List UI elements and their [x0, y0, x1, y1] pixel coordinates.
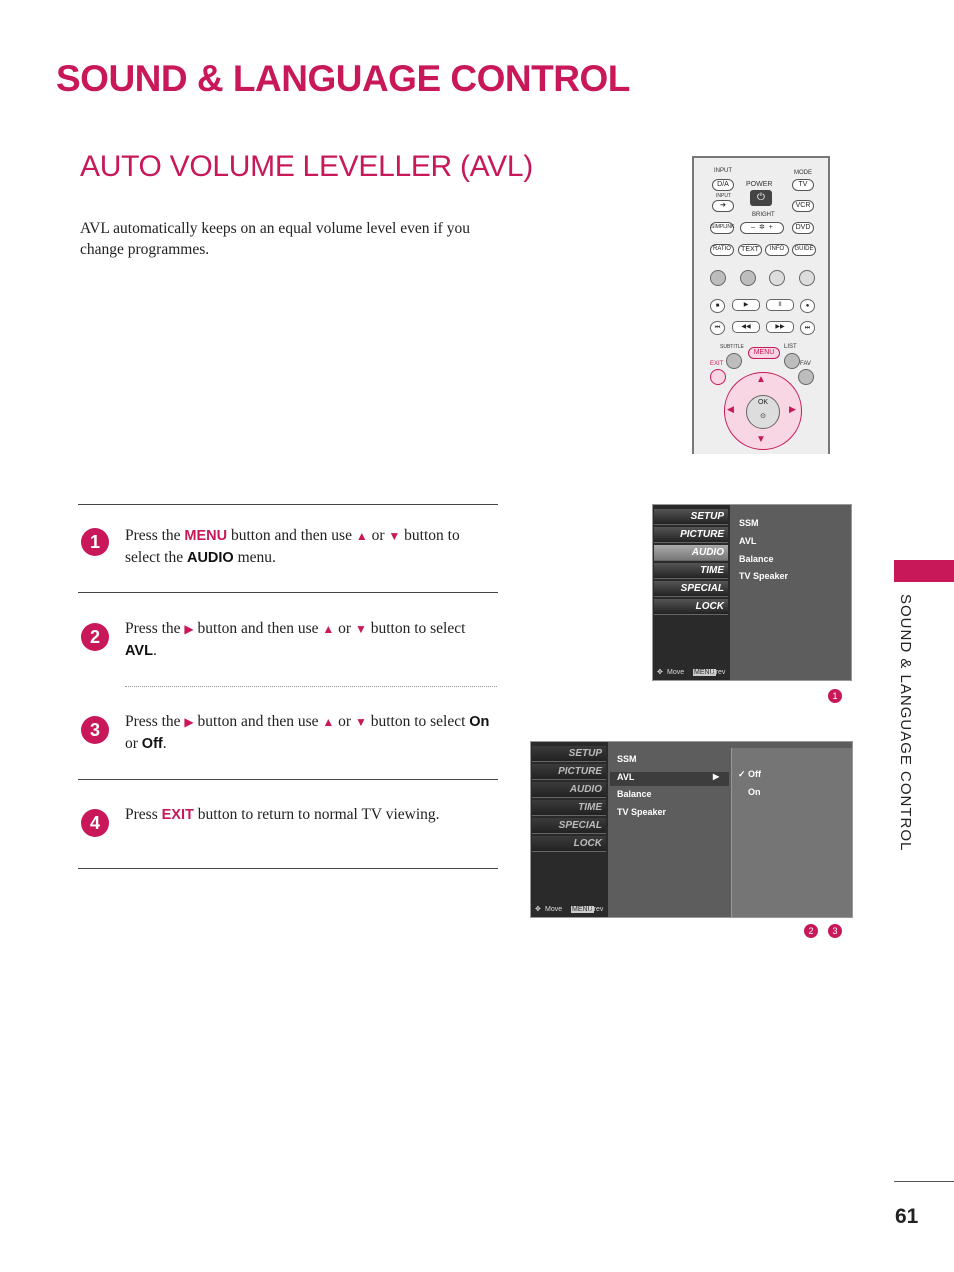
remote-simplink-button: SIMPLINK — [710, 222, 734, 234]
screen-step-badge-1: 1 — [828, 689, 842, 703]
footer-menu: MENU — [694, 669, 715, 676]
submenu-arrow-icon: ▶ — [713, 772, 720, 781]
check-icon: ✓ — [738, 769, 746, 779]
side-label: SOUND & LANGUAGE CONTROL — [897, 594, 914, 852]
remote-input-arrow-icon: ➔ — [712, 200, 734, 212]
fast-forward-icon: ▶▶ — [766, 321, 794, 333]
menu-item-ssm: SSM — [617, 754, 637, 764]
nav-left-icon: ◀ — [727, 404, 734, 414]
section-title: AUTO VOLUME LEVELLER (AVL) — [80, 150, 533, 183]
page-number-rule — [894, 1181, 954, 1182]
up-arrow-icon: ▲ — [322, 715, 335, 729]
remote-list-label: LIST — [784, 344, 797, 350]
screen-step-badge-3: 3 — [828, 924, 842, 938]
menu-item-avl: AVL — [617, 772, 635, 782]
remote-control-illustration — [692, 156, 830, 454]
menu-tab-special: SPECIAL — [532, 818, 606, 834]
remote-fav-label: FAV — [800, 361, 811, 367]
down-arrow-icon: ▼ — [354, 622, 367, 636]
remote-fav-button — [798, 369, 814, 385]
remote-vcr-button: VCR — [792, 200, 814, 212]
remote-power-label: POWER — [746, 181, 773, 188]
step-3-badge: 3 — [81, 716, 109, 744]
screen-step-badge-2: 2 — [804, 924, 818, 938]
remote-dvd-button: DVD — [792, 222, 814, 234]
remote-color-button-4 — [799, 270, 815, 286]
down-arrow-icon: ▼ — [354, 715, 367, 729]
remote-input2-label: INPUT — [716, 193, 731, 199]
footer-move: Move — [545, 906, 563, 913]
menu-item-tv-speaker: TV Speaker — [617, 807, 667, 817]
move-icon: ✥ — [657, 669, 663, 676]
menu-tab-setup: SETUP — [654, 509, 728, 525]
up-arrow-icon: ▲ — [355, 529, 368, 543]
skip-forward-icon: ⏭ — [800, 321, 815, 335]
power-icon: ⏻ — [750, 190, 772, 206]
pause-icon: II — [766, 299, 794, 311]
right-arrow-icon: ▶ — [184, 715, 194, 729]
menu-item-balance: Balance — [617, 789, 652, 799]
step-4-text: Press EXIT button to return to normal TV viewing. — [125, 806, 440, 823]
divider — [78, 779, 498, 780]
menu-tab-audio: AUDIO — [654, 545, 728, 561]
remote-exit-button — [710, 369, 726, 385]
stop-icon: ■ — [710, 299, 725, 313]
right-arrow-icon: ▶ — [184, 622, 194, 636]
remote-info-button: INFO — [765, 244, 789, 256]
remote-menu-button: MENU — [748, 347, 780, 359]
footer-prev: Prev — [711, 669, 726, 676]
nav-right-icon: ▶ — [789, 404, 796, 414]
remote-bright-rocker: – ✲ + — [740, 222, 784, 234]
menu-tab-time: TIME — [532, 800, 606, 816]
ok-dot-icon: ⊙ — [760, 413, 766, 420]
down-arrow-icon: ▼ — [388, 529, 401, 543]
remote-ratio-button: RATIO — [710, 244, 734, 256]
footer-prev: Prev — [589, 906, 604, 913]
step-1-text: Press the MENU button and then use ▲ or ▼ button to select the AUDIO menu. — [125, 527, 460, 566]
avl-menu-screen — [530, 741, 853, 918]
remote-subtitle-label: SUBTITLE — [720, 344, 744, 350]
menu-item-avl: AVL — [739, 536, 757, 546]
menu-tab-setup: SETUP — [532, 746, 606, 762]
remote-ok-button: OK ⊙ — [746, 395, 780, 429]
menu-item-balance: Balance — [739, 554, 774, 564]
menu-tab-audio: AUDIO — [532, 782, 606, 798]
menu-tab-special: SPECIAL — [654, 581, 728, 597]
footer-menu: MENU — [572, 906, 593, 913]
record-icon: ● — [800, 299, 815, 313]
play-icon: ▶ — [732, 299, 760, 311]
remote-list-button — [784, 353, 800, 369]
menu-tab-picture: PICTURE — [532, 764, 606, 780]
remote-guide-button: GUIDE — [792, 244, 816, 256]
remote-exit-label: EXIT — [710, 361, 724, 367]
divider — [78, 504, 498, 505]
divider — [78, 592, 498, 593]
step-2-badge: 2 — [81, 623, 109, 651]
side-tab-marker — [894, 560, 954, 582]
move-icon: ✥ — [535, 906, 541, 913]
rewind-icon: ◀◀ — [732, 321, 760, 333]
remote-tv-button: TV — [792, 179, 814, 191]
page-number: 61 — [895, 1205, 919, 1228]
remote-bright-label: BRIGHT — [752, 212, 775, 218]
remote-color-button-1 — [710, 270, 726, 286]
menu-item-ssm: SSM — [739, 518, 759, 528]
option-on: On — [748, 787, 761, 797]
intro-paragraph: AVL automatically keeps on an equal volume level even if you change programmes. — [80, 220, 470, 258]
nav-up-icon: ▲ — [756, 374, 766, 385]
audio-menu-screen — [652, 504, 852, 681]
remote-da-button: D/A — [712, 179, 734, 191]
dotted-divider — [125, 686, 497, 687]
menu-tab-time: TIME — [654, 563, 728, 579]
remote-input-label: INPUT — [714, 168, 732, 174]
step-3-text: Press the ▶ button and then use ▲ or ▼ button to select On or Off. — [125, 713, 490, 752]
step-1-badge: 1 — [81, 528, 109, 556]
menu-item-tv-speaker: TV Speaker — [739, 571, 789, 581]
remote-subtitle-button — [726, 353, 742, 369]
skip-back-icon: ⏮ — [710, 321, 725, 335]
nav-down-icon: ▼ — [756, 434, 766, 445]
menu-tab-picture: PICTURE — [654, 527, 728, 543]
step-2-text: Press the ▶ button and then use ▲ or ▼ button to select AVL. — [125, 620, 466, 659]
option-off: Off — [748, 769, 761, 779]
footer-move: Move — [667, 669, 685, 676]
page-title: SOUND & LANGUAGE CONTROL — [56, 58, 630, 99]
menu-tab-lock: LOCK — [654, 599, 728, 615]
divider — [78, 868, 498, 869]
menu-tab-lock: LOCK — [532, 836, 606, 852]
remote-mode-label: MODE — [794, 170, 812, 176]
remote-text-button: TEXT — [738, 244, 762, 256]
up-arrow-icon: ▲ — [322, 622, 335, 636]
remote-color-button-3 — [769, 270, 785, 286]
remote-color-button-2 — [740, 270, 756, 286]
step-4-badge: 4 — [81, 809, 109, 837]
